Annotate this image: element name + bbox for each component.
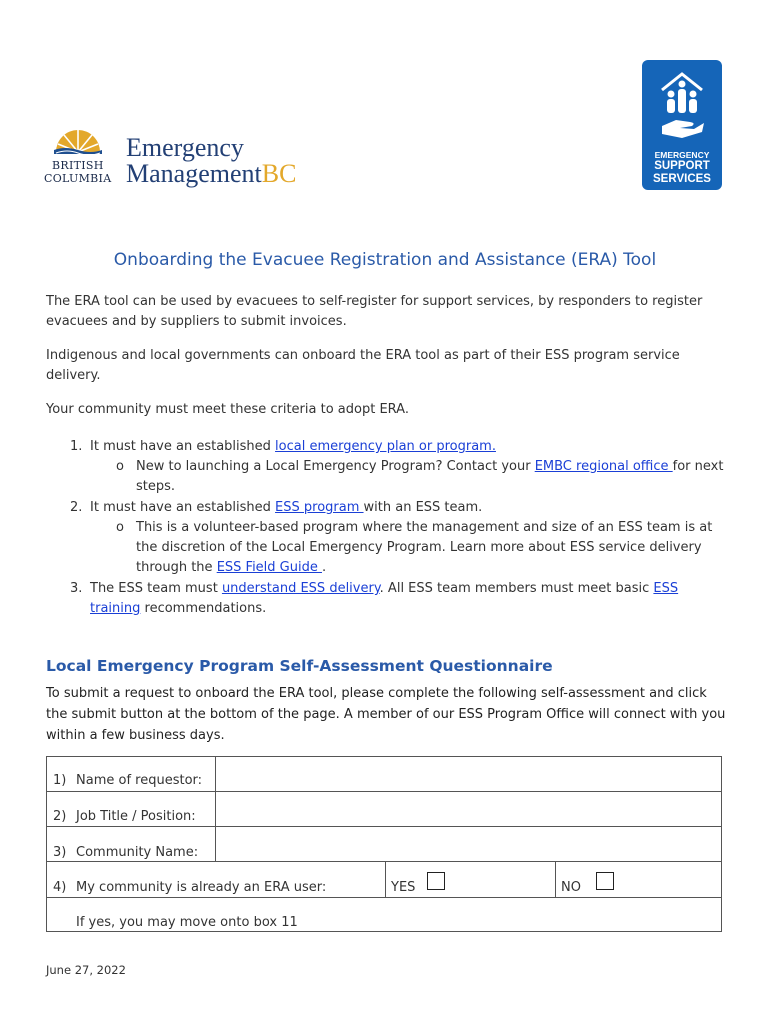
q1-number: 1) <box>53 773 67 788</box>
q3-label: Community Name: <box>76 845 199 860</box>
embc-logo-line2 <box>126 160 296 188</box>
criteria-1-sub-text: New to launching a Local Emergency Program? Contact your <box>136 459 535 474</box>
embc-logo <box>44 122 314 192</box>
column-divider <box>215 757 216 861</box>
community-name-field[interactable] <box>219 830 715 858</box>
document-title: Onboarding the Evacuee Registration and Assistance (ERA) Tool <box>113 250 657 270</box>
embc-logo-management: Management <box>126 159 262 188</box>
intro-paragraph-3: Your community must meet these criteria to adopt ERA. <box>46 402 409 417</box>
column-divider <box>555 861 556 897</box>
ess-badge-line3: SERVICES <box>653 173 711 185</box>
criteria-2 <box>90 498 730 518</box>
criteria-2-text: It must have an established <box>90 500 276 515</box>
criteria-1 <box>90 437 730 457</box>
intro-paragraph-2: Indigenous and local governments can onboard the ERA tool as part of their ESS program service delivery. <box>46 348 680 383</box>
footer-date: June 27, 2022 <box>46 963 126 977</box>
embc-logo-line1: Emergency <box>126 133 244 162</box>
ess-program-link[interactable]: ESS program <box>275 500 364 515</box>
questionnaire-heading: Local Emergency Program Self-Assessment Questionnaire <box>46 657 553 675</box>
criteria-3-text: The ESS team must <box>90 581 222 596</box>
q2-label: Job Title / Position: <box>76 809 196 824</box>
bullet-icon: o <box>116 520 124 535</box>
criteria-2-number: 2. <box>70 500 83 515</box>
row-divider <box>47 861 721 862</box>
column-divider <box>385 861 386 897</box>
bc-logo-line2: COLUMBIA <box>44 172 112 185</box>
criteria-2-sub <box>136 518 716 578</box>
bc-sun-icon <box>52 122 104 154</box>
no-label: NO <box>561 880 581 895</box>
criteria-3-number: 3. <box>70 581 83 596</box>
ess-badge <box>642 60 722 190</box>
local-emergency-plan-link[interactable]: local emergency plan or program. <box>275 439 496 454</box>
criteria-1-number: 1. <box>70 439 83 454</box>
criteria-2-post: with an ESS team. <box>363 500 483 515</box>
criteria-3-post: recommendations. <box>140 601 267 616</box>
q4-note: If yes, you may move onto box 11 <box>76 915 298 930</box>
q1-label: Name of requestor: <box>76 773 203 788</box>
q4-label: My community is already an ERA user: <box>76 880 327 895</box>
ess-people-hand-icon <box>656 68 708 148</box>
row-divider <box>47 897 721 898</box>
understand-ess-delivery-link[interactable]: understand ESS delivery <box>221 581 380 596</box>
ess-field-guide-link[interactable]: ESS Field Guide <box>216 560 322 575</box>
requestor-name-field[interactable] <box>219 761 715 788</box>
self-assessment-form <box>46 756 722 932</box>
criteria-1-text: It must have an established <box>90 439 276 454</box>
job-title-field[interactable] <box>219 795 715 823</box>
criteria-1-sub <box>136 457 730 497</box>
criteria-3 <box>90 579 690 619</box>
no-checkbox[interactable] <box>596 872 614 890</box>
row-divider <box>47 791 721 792</box>
ess-badge-line1: EMERGENCY <box>654 150 710 160</box>
bc-logo-line1: BRITISH <box>52 159 104 172</box>
ess-training-link[interactable]: ESS training <box>90 581 679 616</box>
embc-logo-bc: BC <box>261 159 297 188</box>
criteria-3-mid: . All ESS team members must meet basic <box>379 581 654 596</box>
embc-regional-office-link[interactable]: EMBC regional office <box>534 459 673 474</box>
q2-number: 2) <box>53 809 67 824</box>
questionnaire-intro: To submit a request to onboard the ERA tool, please complete the following self-assessment and click the submit button at the bottom of the page. A member of our ESS Program Office will connect with you within a few business days. <box>46 686 726 743</box>
q3-number: 3) <box>53 845 67 860</box>
criteria-2-sub-text: This is a volunteer-based program where the management and size of an ESS team is at the discretion of the Local Emergency Program. Learn more about ESS service delivery through the <box>136 520 713 575</box>
bullet-icon: o <box>116 459 124 474</box>
q4-number: 4) <box>53 880 67 895</box>
yes-label: YES <box>391 880 416 895</box>
yes-checkbox[interactable] <box>427 872 445 890</box>
criteria-1-sub-post: for next steps. <box>136 459 724 494</box>
intro-paragraph-1: The ERA tool can be used by evacuees to self-register for support services, by responders to register evacuees and by suppliers to submit invoices. <box>46 294 703 329</box>
row-divider <box>47 826 721 827</box>
criteria-2-sub-post: . <box>321 560 327 575</box>
ess-badge-line2: SUPPORT <box>654 160 710 172</box>
